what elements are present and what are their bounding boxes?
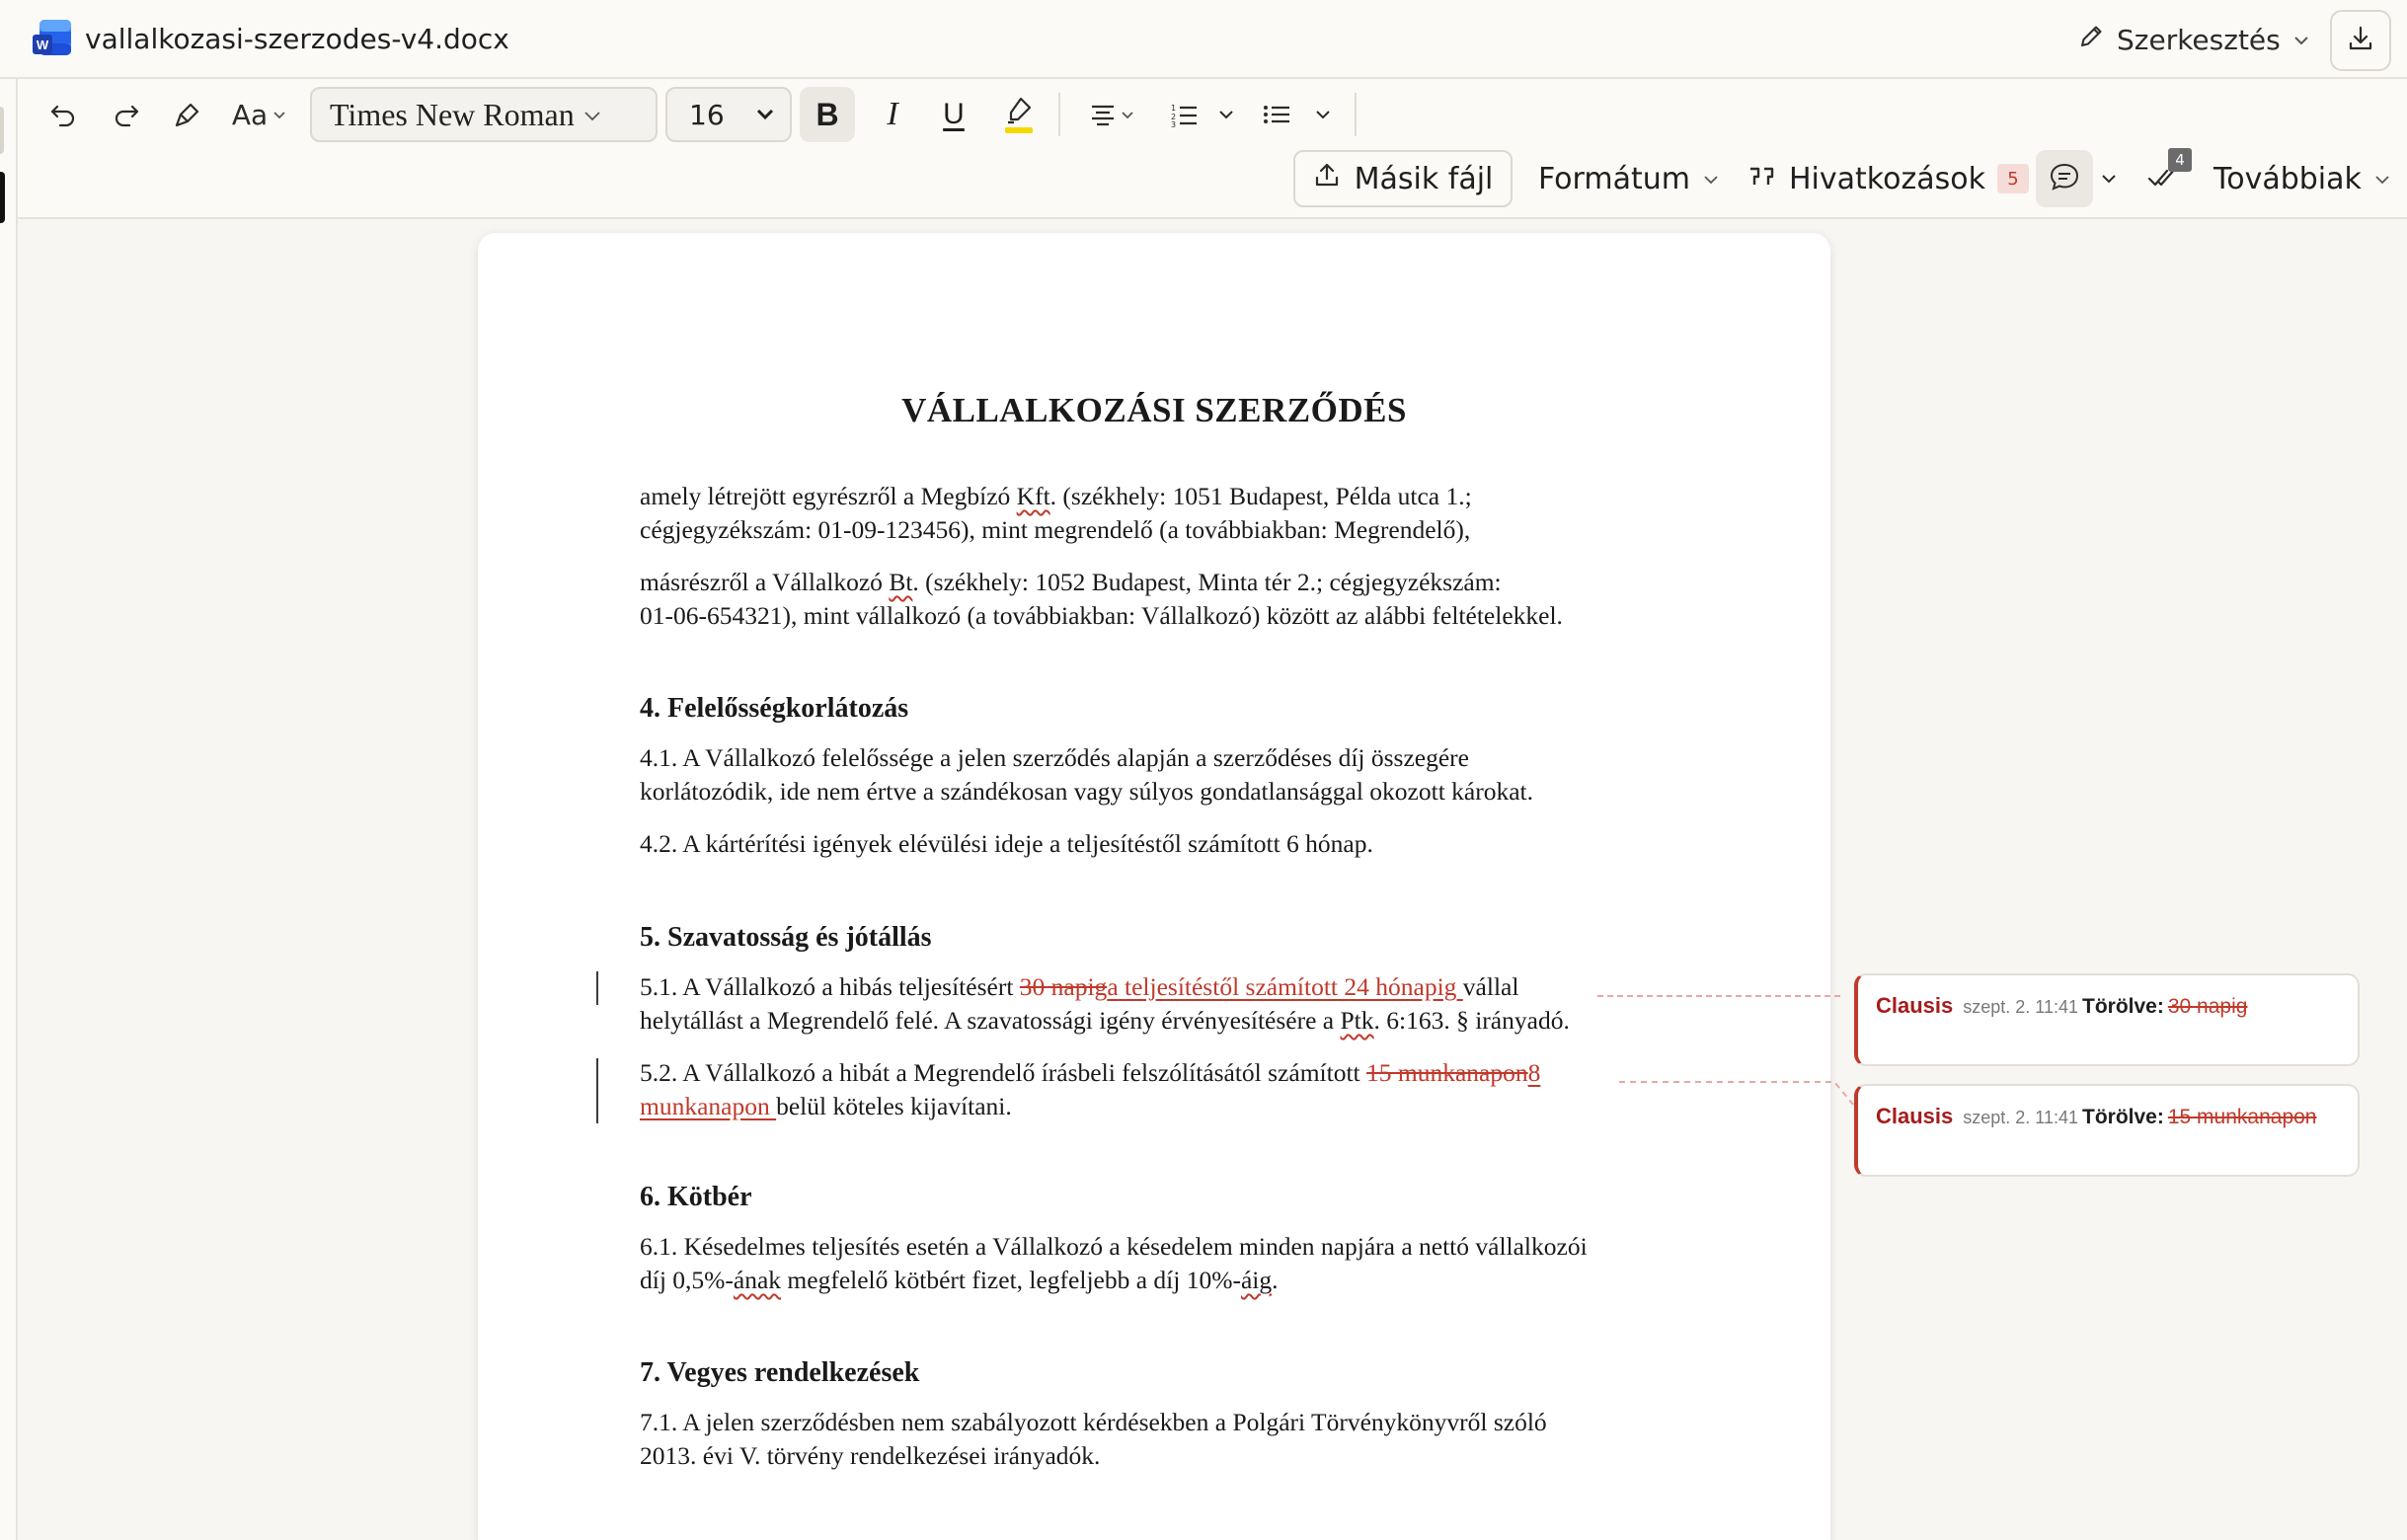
svg-text:3: 3 bbox=[1171, 120, 1177, 127]
align-center-icon bbox=[1089, 103, 1117, 126]
text-run: helytállást a Megrendelő felé. A szavatossági igény érvényesítésére a bbox=[640, 1006, 1341, 1035]
comment-card[interactable] bbox=[1854, 973, 2360, 1066]
text-run: amely létrejött egyrészről a Megbízó bbox=[640, 482, 1017, 510]
comment-connector bbox=[1597, 995, 1840, 997]
rail-tab[interactable] bbox=[0, 107, 4, 154]
edit-mode-dropdown[interactable] bbox=[2077, 18, 2310, 61]
pencil-icon bbox=[2077, 23, 2105, 57]
numbered-list-dropdown[interactable] bbox=[1212, 95, 1240, 134]
section-heading-4: 4. Felelősségkorlátozás bbox=[640, 693, 909, 724]
chevron-down-icon bbox=[1314, 106, 1332, 123]
intro-paragraph-2 bbox=[640, 566, 1686, 633]
text-run: vállal bbox=[1462, 972, 1519, 1001]
comment-change-label: Törölve: bbox=[2082, 1106, 2164, 1128]
tracked-insertion[interactable]: a teljesítéstől számított 24 hónapig bbox=[1107, 972, 1463, 1001]
bold-button[interactable]: B bbox=[800, 87, 855, 142]
left-rail bbox=[0, 79, 18, 1540]
format-painter-button[interactable] bbox=[166, 95, 209, 134]
rail-tab-active[interactable] bbox=[0, 172, 5, 223]
undo-button[interactable] bbox=[41, 95, 85, 134]
font-family-value: Times New Roman bbox=[330, 96, 575, 132]
chevron-down-icon bbox=[582, 97, 602, 133]
text-style-label: Aa bbox=[231, 98, 269, 131]
text-run: 6.1. Késedelmes teljesítés esetén a Vállalkozó a késedelem minden napjára a nettó vállalkozói bbox=[640, 1232, 1588, 1261]
document-filename: vallalkozasi-szerzodes-v4.docx bbox=[85, 23, 509, 55]
text-run: korlátozódik, ide nem értve a szándékosan vagy súlyos gondatlansággal okozott károkat. bbox=[640, 777, 1533, 806]
font-size-value: 16 bbox=[689, 98, 725, 131]
comment-card[interactable] bbox=[1854, 1084, 2360, 1177]
comment-author: Clausis bbox=[1876, 993, 1954, 1018]
paintbrush-icon bbox=[173, 100, 202, 129]
text-run: 2013. évi V. törvény rendelkezései irányadók. bbox=[640, 1441, 1101, 1470]
undo-icon bbox=[48, 101, 78, 128]
text-run: 4.1. A Vállalkozó felelőssége a jelen szerződés alapján a szerződéses díj összegére bbox=[640, 743, 1469, 772]
spelling-error[interactable]: Kft bbox=[1016, 482, 1050, 510]
references-count-badge: 5 bbox=[1997, 164, 2029, 193]
text-run: 5.1. A Vállalkozó a hibás teljesítésért bbox=[640, 972, 1020, 1001]
numbered-list-icon bbox=[1170, 102, 1198, 127]
text-run: 01-06-654321), mint vállalkozó (a továbbiakban: Vállalkozó) között az alábbi feltételekkel. bbox=[640, 601, 1563, 630]
chevron-down-icon bbox=[1702, 162, 1720, 196]
bullet-list-button[interactable] bbox=[1260, 95, 1293, 134]
highlight-button[interactable] bbox=[991, 89, 1047, 142]
text-run: 7.1. A jelen szerződésben nem szabályozott kérdésekben a Polgári Törvénykönyvről szóló bbox=[640, 1408, 1547, 1436]
change-bar bbox=[596, 971, 598, 1005]
tracked-deletion[interactable]: 30 napig bbox=[1019, 972, 1108, 1001]
chevron-down-icon bbox=[2373, 162, 2391, 196]
bullet-list-icon bbox=[1263, 103, 1290, 126]
spelling-error[interactable]: Ptk bbox=[1340, 1006, 1374, 1035]
text-run: . (székhely: 1051 Budapest, Példa utca 1.; bbox=[1049, 482, 1472, 510]
font-family-select[interactable] bbox=[310, 87, 658, 142]
redo-button[interactable] bbox=[105, 95, 148, 134]
text-run: megfelelő kötbért fizet, legfeljebb a díj 10%- bbox=[781, 1266, 1241, 1294]
text-run: cégjegyzékszám: 01-09-123456), mint megrendelő (a továbbiakban: Megrendelő), bbox=[640, 515, 1471, 544]
text-run: belül köteles kijavítani. bbox=[776, 1092, 1012, 1120]
text-style-dropdown[interactable] bbox=[225, 95, 294, 134]
intro-paragraph-1 bbox=[640, 480, 1686, 547]
text-run: díj 0,5%- bbox=[640, 1266, 734, 1294]
download-button[interactable] bbox=[2330, 10, 2391, 71]
comment-author: Clausis bbox=[1876, 1104, 1954, 1128]
other-file-label: Másik fájl bbox=[1354, 161, 1494, 196]
chevron-down-icon bbox=[2100, 170, 2118, 188]
comment-deleted-text: 30 napig bbox=[2167, 995, 2248, 1018]
download-icon bbox=[2346, 24, 2375, 57]
references-label: Hivatkozások bbox=[1789, 161, 1985, 196]
comments-button[interactable] bbox=[2036, 150, 2093, 207]
comment-time: szept. 2. 11:41 bbox=[1963, 997, 2079, 1017]
upload-icon bbox=[1313, 161, 1341, 196]
comment-icon bbox=[2049, 162, 2080, 195]
spelling-error[interactable]: Bt bbox=[889, 568, 913, 596]
text-run: . 6:163. § irányadó. bbox=[1373, 1006, 1570, 1035]
comment-deleted-text: 15 munkanapon bbox=[2167, 1106, 2317, 1128]
chevron-down-icon bbox=[1121, 108, 1134, 121]
redo-icon bbox=[112, 101, 141, 128]
spelling-error[interactable]: áig bbox=[1240, 1266, 1273, 1294]
highlighter-icon bbox=[1001, 95, 1037, 136]
comment-connector bbox=[1619, 1080, 1856, 1108]
text-run: . (székhely: 1052 Budapest, Minta tér 2.; cégjegyzékszám: bbox=[912, 568, 1502, 596]
references-menu[interactable] bbox=[1747, 150, 2029, 207]
track-changes-count-badge: 4 bbox=[2168, 148, 2192, 172]
align-dropdown[interactable] bbox=[1082, 95, 1141, 134]
underline-button[interactable]: U bbox=[943, 98, 965, 130]
section-heading-6: 6. Kötbér bbox=[640, 1182, 752, 1212]
section-heading-7: 7. Vegyes rendelkezések bbox=[640, 1357, 920, 1388]
clause-5-2 bbox=[640, 1056, 1686, 1123]
change-bar bbox=[596, 1058, 598, 1123]
more-menu[interactable] bbox=[2213, 150, 2391, 207]
edit-mode-label: Szerkesztés bbox=[2117, 23, 2281, 56]
format-menu[interactable] bbox=[1538, 150, 1720, 207]
bullet-list-dropdown[interactable] bbox=[1309, 95, 1337, 134]
text-run: . bbox=[1272, 1266, 1279, 1294]
title-bar bbox=[0, 0, 2407, 79]
quote-icon bbox=[1747, 162, 1777, 196]
word-app-icon bbox=[32, 18, 73, 59]
numbered-list-button[interactable] bbox=[1167, 95, 1201, 134]
other-file-button[interactable] bbox=[1293, 150, 1513, 207]
comment-change-label: Törölve: bbox=[2082, 995, 2164, 1018]
font-size-select[interactable] bbox=[665, 87, 792, 142]
section-heading-5: 5. Szavatosság és jótállás bbox=[640, 922, 932, 953]
tracked-insertion[interactable]: 8 bbox=[1527, 1058, 1541, 1087]
clause-6-1 bbox=[640, 1230, 1686, 1297]
chevron-down-icon bbox=[272, 107, 287, 122]
more-label: Továbbiak bbox=[2213, 161, 2362, 196]
italic-button[interactable]: I bbox=[887, 96, 898, 132]
tracked-deletion[interactable]: 15 munkanapon bbox=[1366, 1058, 1528, 1087]
document-title: VÁLLALKOZÁSI SZERZŐDÉS bbox=[901, 391, 1407, 429]
text-run: másrészről a Vállalkozó bbox=[640, 568, 890, 596]
clause-7-1 bbox=[640, 1406, 1686, 1473]
clause-5-1 bbox=[640, 970, 1686, 1038]
format-label: Formátum bbox=[1538, 161, 1690, 196]
chevron-down-icon bbox=[754, 99, 776, 131]
svg-text:2: 2 bbox=[1171, 113, 1177, 121]
chevron-down-icon bbox=[2292, 24, 2310, 56]
spelling-error[interactable]: ának bbox=[733, 1266, 782, 1294]
chevron-down-icon bbox=[1217, 106, 1235, 123]
comments-dropdown[interactable] bbox=[2097, 162, 2121, 195]
comment-time: szept. 2. 11:41 bbox=[1963, 1108, 2079, 1127]
text-run: 5.2. A Vállalkozó a hibát a Megrendelő írásbeli felszólításától számított bbox=[640, 1058, 1367, 1087]
svg-text:1: 1 bbox=[1171, 104, 1177, 113]
clause-4-2: 4.2. A kártérítési igények elévülési ideje a teljesítéstől számított 6 hónap. bbox=[640, 829, 1373, 858]
clause-4-1 bbox=[640, 741, 1686, 808]
tracked-insertion[interactable]: munkanapon bbox=[640, 1092, 777, 1120]
svg-text:W: W bbox=[36, 38, 49, 52]
